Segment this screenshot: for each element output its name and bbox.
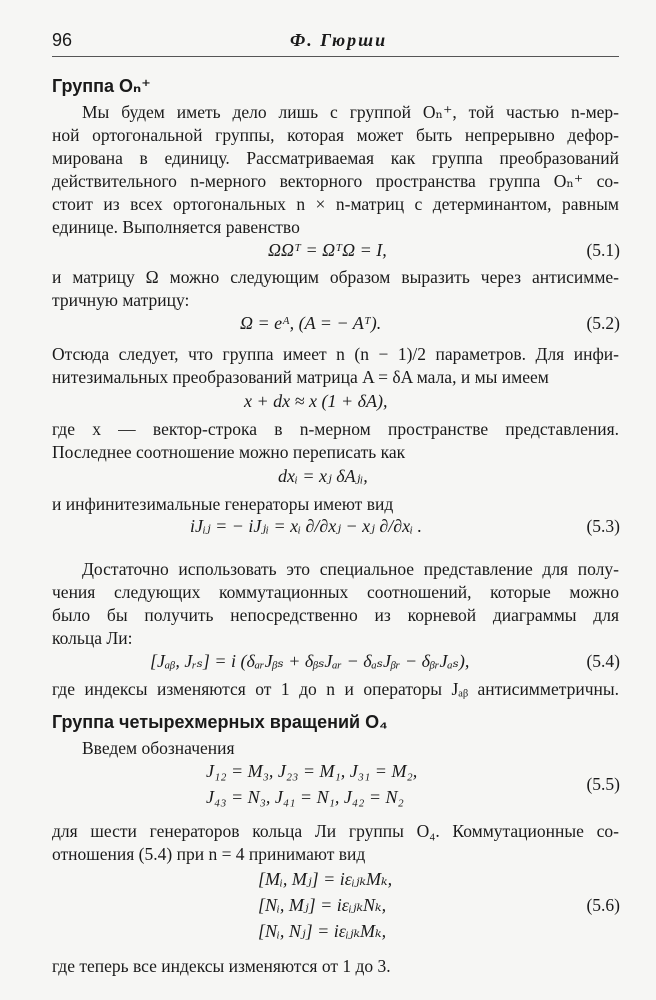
equation-5-1: ΩΩᵀ = ΩᵀΩ = I, [268,240,387,260]
equation-number: (5.6) [586,895,620,915]
text-line: действительного n-мерного векторного пространства группа Oₙ⁺ со- [52,171,619,191]
text-line: кольца Ли: [52,628,133,648]
text-line: ной ортогональной группы, которая может быть непрерывно дефор- [52,125,619,145]
text-line: Последнее соотношение можно переписать как [52,442,406,462]
equation-5-3: iJᵢⱼ = − iJⱼᵢ = xᵢ ∂/∂xⱼ − xⱼ ∂/∂xᵢ . [190,516,423,536]
text-line: тричную матрицу: [52,290,190,310]
text-line: отношения (5.4) при n = 4 принимают вид [52,844,366,864]
text-line: где индексы изменяются от 1 до n и операторы Jₐᵦ антисимметричны. [52,679,619,699]
text-line: и матрицу Ω можно следующим образом выразить через антисимме- [52,267,619,287]
section-heading-on: Группа Oₙ⁺ [52,76,151,96]
equation-infinitesimal: x + dx ≈ x (1 + δA), [244,391,388,411]
equation-number: (5.2) [586,313,620,333]
text-line: было бы получить непосредственно из корневой диаграммы для [52,605,619,625]
text-line: единице. Выполняется равенство [52,217,300,237]
text-line: Достаточно использовать это специальное представление для полу- [82,559,619,579]
text-line: мирована в единицу. Рассматриваемая как группа преобразований [52,148,619,168]
text-line: Отсюда следует, что группа имеет n (n − 1)/2 параметров. Для инфи- [52,344,619,364]
equation-number: (5.5) [586,774,620,794]
section-heading-o4: Группа четырехмерных вращений O₄ [52,712,388,732]
text-line: стоит из всех ортогональных n × n-матриц с детерминантом, равным [52,194,619,214]
text-line: где x — вектор-строка в n-мерном пространстве представления. [52,419,619,439]
page-number: 96 [52,30,73,50]
equation-dx: dxᵢ = xⱼ δAⱼᵢ, [278,466,368,486]
equation-5-5b: J₄₃ = N₃, J₄₁ = N₁, J₄₂ = N₂ [206,787,404,807]
text-line: для шести генераторов кольца Ли группы O₄. Коммутационные со- [52,821,619,841]
equation-5-5a: J₁₂ = M₃, J₂₃ = M₁, J₃₁ = M₂, [206,761,418,781]
equation-number: (5.3) [586,516,620,536]
header-rule [52,56,619,57]
equation-5-4: [Jₐᵦ, Jᵣₛ] = i (δₐᵣJᵦₛ + δᵦₛJₐᵣ − δₐₛJᵦᵣ − δᵦᵣJₐₛ), [150,651,470,671]
equation-5-2: Ω = eᴬ, (A = − Aᵀ). [240,313,382,333]
equation-5-6b: [Nᵢ, Mⱼ] = iεᵢⱼₖNₖ, [258,895,387,915]
equation-number: (5.1) [586,240,620,260]
text-line: нитезимальных преобразований матрица A = δA мала, и мы имеем [52,367,549,387]
text-line: Введем обозначения [82,738,235,758]
equation-number: (5.4) [586,651,620,671]
running-title: Ф. Гюрши [290,30,388,50]
text-line: и инфинитезимальные генераторы имеют вид [52,494,394,514]
text-line: Мы будем иметь дело лишь с группой Oₙ⁺, той частью n-мер- [82,102,619,122]
equation-5-6a: [Mᵢ, Mⱼ] = iεᵢⱼₖMₖ, [258,869,393,889]
equation-5-6c: [Nᵢ, Nⱼ] = iεᵢⱼₖMₖ, [258,921,387,941]
text-line: где теперь все индексы изменяются от 1 до 3. [52,956,391,976]
text-line: чения следующих коммутационных соотношений, которые можно [52,582,619,602]
